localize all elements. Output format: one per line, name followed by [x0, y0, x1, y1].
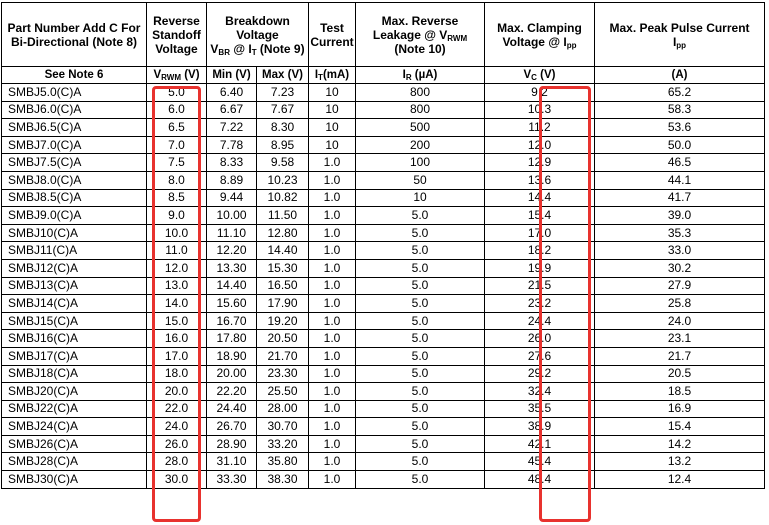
header-breakdown-voltage: Breakdown Voltage $V_{BR}$ @ $I_T$ (Note 9) — [207, 3, 309, 67]
cell-clamping-voltage: 42.1 — [485, 435, 595, 453]
cell-leakage: 5.0 — [356, 383, 485, 401]
table-row — [2, 207, 765, 225]
cell-peak-pulse-current: 15.4 — [595, 418, 765, 436]
cell-vbr-max: 14.40 — [257, 242, 309, 260]
table-row — [2, 435, 765, 453]
cell-test-current: 1.0 — [309, 418, 356, 436]
cell-vrwm: 16.0 — [147, 330, 207, 348]
cell-clamping-voltage: 9.2 — [485, 84, 595, 102]
cell-leakage: 5.0 — [356, 400, 485, 418]
header-part-number: Part Number Add C For Bi-Directional (Note 8) — [2, 3, 147, 67]
cell-test-current: 1.0 — [309, 453, 356, 471]
cell-vbr-min: 13.30 — [207, 259, 257, 277]
cell-vbr-min: 6.67 — [207, 101, 257, 119]
table-row — [2, 154, 765, 172]
cell-vbr-max: 20.50 — [257, 330, 309, 348]
units-ipp: (A) — [595, 67, 765, 84]
cell-vrwm: 10.0 — [147, 224, 207, 242]
cell-test-current: 1.0 — [309, 400, 356, 418]
cell-leakage: 200 — [356, 136, 485, 154]
cell-test-current: 1.0 — [309, 277, 356, 295]
cell-clamping-voltage: 17.0 — [485, 224, 595, 242]
table-row — [2, 224, 765, 242]
cell-clamping-voltage: 35.5 — [485, 400, 595, 418]
cell-vrwm: 7.5 — [147, 154, 207, 172]
cell-test-current: 1.0 — [309, 383, 356, 401]
cell-test-current: 1.0 — [309, 189, 356, 207]
cell-leakage: 500 — [356, 119, 485, 137]
cell-peak-pulse-current: 35.3 — [595, 224, 765, 242]
cell-leakage: 5.0 — [356, 453, 485, 471]
cell-peak-pulse-current: 12.4 — [595, 471, 765, 489]
cell-peak-pulse-current: 14.2 — [595, 435, 765, 453]
cell-part-number: SMBJ14(C)A — [2, 295, 147, 313]
cell-vbr-min: 10.00 — [207, 207, 257, 225]
cell-part-number: SMBJ26(C)A — [2, 435, 147, 453]
header-reverse-standoff-voltage: Reverse Standoff Voltage — [147, 3, 207, 67]
cell-peak-pulse-current: 25.8 — [595, 295, 765, 313]
units-vrwm: $V_{RWM}$ (V) — [147, 67, 207, 84]
cell-clamping-voltage: 19.9 — [485, 259, 595, 277]
cell-part-number: SMBJ8.0(C)A — [2, 171, 147, 189]
cell-vbr-min: 7.22 — [207, 119, 257, 137]
cell-vbr-min: 33.30 — [207, 471, 257, 489]
table-row — [2, 400, 765, 418]
table-row — [2, 242, 765, 260]
cell-vbr-min: 8.89 — [207, 171, 257, 189]
cell-vrwm: 6.0 — [147, 101, 207, 119]
table-row — [2, 383, 765, 401]
cell-vbr-min: 17.80 — [207, 330, 257, 348]
cell-clamping-voltage: 21.5 — [485, 277, 595, 295]
cell-leakage: 5.0 — [356, 277, 485, 295]
table-row — [2, 295, 765, 313]
cell-vbr-min: 15.60 — [207, 295, 257, 313]
table-row — [2, 101, 765, 119]
cell-clamping-voltage: 45.4 — [485, 453, 595, 471]
cell-peak-pulse-current: 13.2 — [595, 453, 765, 471]
cell-vrwm: 15.0 — [147, 312, 207, 330]
cell-vbr-max: 25.50 — [257, 383, 309, 401]
table-row — [2, 471, 765, 489]
cell-vbr-min: 22.20 — [207, 383, 257, 401]
cell-vbr-max: 38.30 — [257, 471, 309, 489]
cell-vrwm: 7.0 — [147, 136, 207, 154]
units-it: $I_T(mA)$ — [309, 67, 356, 84]
cell-part-number: SMBJ10(C)A — [2, 224, 147, 242]
cell-leakage: 5.0 — [356, 224, 485, 242]
cell-clamping-voltage: 12.0 — [485, 136, 595, 154]
cell-leakage: 5.0 — [356, 295, 485, 313]
cell-vbr-max: 15.30 — [257, 259, 309, 277]
units-ir: $I_R$ (µA) — [356, 67, 485, 84]
cell-vrwm: 28.0 — [147, 453, 207, 471]
cell-vbr-max: 35.80 — [257, 453, 309, 471]
cell-vbr-max: 8.30 — [257, 119, 309, 137]
cell-test-current: 1.0 — [309, 295, 356, 313]
cell-clamping-voltage: 38.9 — [485, 418, 595, 436]
cell-clamping-voltage: 29.2 — [485, 365, 595, 383]
cell-vbr-min: 26.70 — [207, 418, 257, 436]
cell-part-number: SMBJ9.0(C)A — [2, 207, 147, 225]
cell-peak-pulse-current: 23.1 — [595, 330, 765, 348]
cell-test-current: 1.0 — [309, 224, 356, 242]
cell-vbr-max: 7.23 — [257, 84, 309, 102]
cell-peak-pulse-current: 44.1 — [595, 171, 765, 189]
table-row — [2, 171, 765, 189]
cell-part-number: SMBJ6.5(C)A — [2, 119, 147, 137]
cell-test-current: 1.0 — [309, 330, 356, 348]
cell-leakage: 5.0 — [356, 330, 485, 348]
cell-leakage: 800 — [356, 84, 485, 102]
cell-peak-pulse-current: 30.2 — [595, 259, 765, 277]
cell-vbr-min: 20.00 — [207, 365, 257, 383]
cell-peak-pulse-current: 39.0 — [595, 207, 765, 225]
cell-vrwm: 11.0 — [147, 242, 207, 260]
cell-test-current: 1.0 — [309, 435, 356, 453]
cell-vbr-min: 14.40 — [207, 277, 257, 295]
cell-clamping-voltage: 11.2 — [485, 119, 595, 137]
cell-test-current: 1.0 — [309, 365, 356, 383]
cell-part-number: SMBJ20(C)A — [2, 383, 147, 401]
cell-peak-pulse-current: 53.6 — [595, 119, 765, 137]
cell-vrwm: 26.0 — [147, 435, 207, 453]
cell-test-current: 1.0 — [309, 207, 356, 225]
cell-vbr-min: 18.90 — [207, 347, 257, 365]
header-test-current: Test Current — [309, 3, 356, 67]
table-header — [2, 3, 765, 84]
cell-peak-pulse-current: 41.7 — [595, 189, 765, 207]
cell-vbr-max: 23.30 — [257, 365, 309, 383]
cell-clamping-voltage: 13.6 — [485, 171, 595, 189]
cell-peak-pulse-current: 20.5 — [595, 365, 765, 383]
table-row — [2, 259, 765, 277]
cell-vbr-max: 10.23 — [257, 171, 309, 189]
cell-vbr-max: 9.58 — [257, 154, 309, 172]
cell-peak-pulse-current: 18.5 — [595, 383, 765, 401]
cell-vrwm: 13.0 — [147, 277, 207, 295]
cell-vbr-max: 11.50 — [257, 207, 309, 225]
cell-test-current: 1.0 — [309, 154, 356, 172]
cell-clamping-voltage: 48.4 — [485, 471, 595, 489]
cell-test-current: 1.0 — [309, 347, 356, 365]
units-vbr-max: Max (V) — [257, 67, 309, 84]
cell-vrwm: 8.5 — [147, 189, 207, 207]
table-row — [2, 189, 765, 207]
cell-vbr-max: 28.00 — [257, 400, 309, 418]
cell-part-number: SMBJ11(C)A — [2, 242, 147, 260]
spec-table — [1, 2, 765, 489]
cell-vrwm: 22.0 — [147, 400, 207, 418]
cell-vbr-min: 8.33 — [207, 154, 257, 172]
cell-vrwm: 14.0 — [147, 295, 207, 313]
cell-vbr-min: 11.10 — [207, 224, 257, 242]
cell-leakage: 10 — [356, 189, 485, 207]
cell-part-number: SMBJ12(C)A — [2, 259, 147, 277]
table-row — [2, 365, 765, 383]
cell-clamping-voltage: 26.0 — [485, 330, 595, 348]
table-row — [2, 136, 765, 154]
cell-vbr-max: 30.70 — [257, 418, 309, 436]
cell-test-current: 10 — [309, 84, 356, 102]
cell-test-current: 1.0 — [309, 242, 356, 260]
cell-peak-pulse-current: 58.3 — [595, 101, 765, 119]
cell-vrwm: 30.0 — [147, 471, 207, 489]
cell-vbr-max: 21.70 — [257, 347, 309, 365]
cell-vbr-min: 9.44 — [207, 189, 257, 207]
cell-part-number: SMBJ7.0(C)A — [2, 136, 147, 154]
cell-vbr-min: 6.40 — [207, 84, 257, 102]
cell-clamping-voltage: 24.4 — [485, 312, 595, 330]
header-max-peak-pulse-current: Max. Peak Pulse Current $I_{pp}$ — [595, 3, 765, 67]
cell-vbr-min: 16.70 — [207, 312, 257, 330]
units-vc: $V_C$ (V) — [485, 67, 595, 84]
table-row — [2, 84, 765, 102]
cell-vrwm: 9.0 — [147, 207, 207, 225]
cell-peak-pulse-current: 33.0 — [595, 242, 765, 260]
cell-vbr-max: 8.95 — [257, 136, 309, 154]
cell-peak-pulse-current: 16.9 — [595, 400, 765, 418]
table-row — [2, 277, 765, 295]
cell-clamping-voltage: 27.6 — [485, 347, 595, 365]
units-part-number: See Note 6 — [2, 67, 147, 84]
cell-vrwm: 6.5 — [147, 119, 207, 137]
cell-leakage: 5.0 — [356, 259, 485, 277]
cell-peak-pulse-current: 65.2 — [595, 84, 765, 102]
cell-part-number: SMBJ13(C)A — [2, 277, 147, 295]
cell-part-number: SMBJ6.0(C)A — [2, 101, 147, 119]
cell-leakage: 5.0 — [356, 207, 485, 225]
cell-vrwm: 18.0 — [147, 365, 207, 383]
cell-vrwm: 17.0 — [147, 347, 207, 365]
cell-vbr-min: 7.78 — [207, 136, 257, 154]
cell-vbr-max: 7.67 — [257, 101, 309, 119]
cell-vrwm: 12.0 — [147, 259, 207, 277]
cell-test-current: 1.0 — [309, 471, 356, 489]
cell-part-number: SMBJ22(C)A — [2, 400, 147, 418]
cell-leakage: 5.0 — [356, 242, 485, 260]
cell-vbr-max: 12.80 — [257, 224, 309, 242]
cell-leakage: 5.0 — [356, 365, 485, 383]
cell-part-number: SMBJ28(C)A — [2, 453, 147, 471]
header-max-reverse-leakage: Max. Reverse Leakage @ $V_{RWM}$ (Note 10) — [356, 3, 485, 67]
cell-test-current: 10 — [309, 101, 356, 119]
cell-vrwm: 5.0 — [147, 84, 207, 102]
cell-clamping-voltage: 14.4 — [485, 189, 595, 207]
table-row — [2, 119, 765, 137]
cell-clamping-voltage: 15.4 — [485, 207, 595, 225]
cell-vbr-min: 28.90 — [207, 435, 257, 453]
cell-clamping-voltage: 18.2 — [485, 242, 595, 260]
cell-vrwm: 8.0 — [147, 171, 207, 189]
cell-clamping-voltage: 12.9 — [485, 154, 595, 172]
cell-vrwm: 20.0 — [147, 383, 207, 401]
cell-vbr-min: 24.40 — [207, 400, 257, 418]
cell-vbr-max: 19.20 — [257, 312, 309, 330]
cell-vbr-max: 17.90 — [257, 295, 309, 313]
cell-leakage: 800 — [356, 101, 485, 119]
header-max-clamping-voltage: Max. Clamping Voltage @ $I_{pp}$ — [485, 3, 595, 67]
cell-peak-pulse-current: 27.9 — [595, 277, 765, 295]
units-vbr-min: Min (V) — [207, 67, 257, 84]
table-body — [2, 84, 765, 489]
cell-peak-pulse-current: 21.7 — [595, 347, 765, 365]
cell-test-current: 1.0 — [309, 171, 356, 189]
cell-vbr-min: 12.20 — [207, 242, 257, 260]
cell-part-number: SMBJ24(C)A — [2, 418, 147, 436]
cell-part-number: SMBJ15(C)A — [2, 312, 147, 330]
table-row — [2, 453, 765, 471]
cell-part-number: SMBJ17(C)A — [2, 347, 147, 365]
cell-test-current: 1.0 — [309, 259, 356, 277]
cell-part-number: SMBJ16(C)A — [2, 330, 147, 348]
cell-test-current: 10 — [309, 119, 356, 137]
cell-leakage: 5.0 — [356, 435, 485, 453]
cell-test-current: 1.0 — [309, 312, 356, 330]
cell-vbr-min: 31.10 — [207, 453, 257, 471]
cell-clamping-voltage: 32.4 — [485, 383, 595, 401]
cell-leakage: 5.0 — [356, 347, 485, 365]
table-row — [2, 330, 765, 348]
cell-part-number: SMBJ30(C)A — [2, 471, 147, 489]
cell-leakage: 100 — [356, 154, 485, 172]
table-row — [2, 312, 765, 330]
cell-part-number: SMBJ5.0(C)A — [2, 84, 147, 102]
cell-leakage: 5.0 — [356, 418, 485, 436]
cell-leakage: 5.0 — [356, 312, 485, 330]
cell-test-current: 10 — [309, 136, 356, 154]
table-row — [2, 347, 765, 365]
cell-leakage: 50 — [356, 171, 485, 189]
cell-vbr-max: 33.20 — [257, 435, 309, 453]
cell-part-number: SMBJ7.5(C)A — [2, 154, 147, 172]
cell-peak-pulse-current: 46.5 — [595, 154, 765, 172]
cell-vbr-max: 10.82 — [257, 189, 309, 207]
cell-vbr-max: 16.50 — [257, 277, 309, 295]
cell-vrwm: 24.0 — [147, 418, 207, 436]
cell-peak-pulse-current: 50.0 — [595, 136, 765, 154]
cell-part-number: SMBJ18(C)A — [2, 365, 147, 383]
cell-part-number: SMBJ8.5(C)A — [2, 189, 147, 207]
cell-clamping-voltage: 10.3 — [485, 101, 595, 119]
cell-clamping-voltage: 23.2 — [485, 295, 595, 313]
cell-leakage: 5.0 — [356, 471, 485, 489]
table-row — [2, 418, 765, 436]
cell-peak-pulse-current: 24.0 — [595, 312, 765, 330]
